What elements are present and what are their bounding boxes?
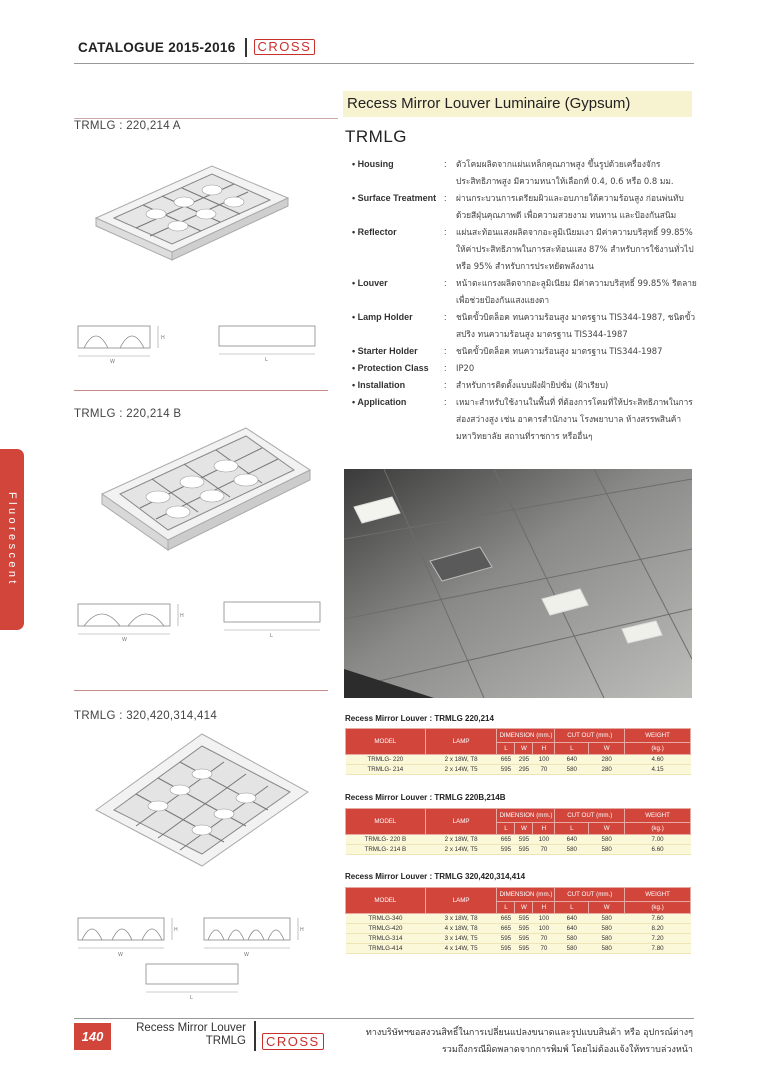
spec-colon: : bbox=[444, 312, 447, 322]
table-cell: 580 bbox=[589, 934, 625, 944]
table-cell: 3 x 14W, T5 bbox=[425, 934, 497, 944]
table-cell: 640 bbox=[555, 835, 589, 845]
table-cell: 665 bbox=[497, 914, 515, 924]
table-cell: 595 bbox=[497, 944, 515, 954]
spec-value: IP20 bbox=[456, 363, 475, 373]
table-cell: 7.60 bbox=[625, 914, 691, 924]
dimension-drawing-b-side bbox=[220, 598, 326, 638]
spec-value: แผ่นสะท้อนแสงผลิตจากอะลูมิเนียมเงา มีค่าความบริสุทธิ์ 99.85% ให้ค่าประสิทธิภาพในการสะท้อนแสง 87% สำหรับการใช้งานทั่วไป หรือ 95% สำหรับการประหยัดพลังงาน bbox=[456, 227, 694, 271]
spec-list bbox=[352, 156, 697, 445]
table-row bbox=[346, 765, 691, 775]
col-header-kg: (kg.) bbox=[625, 823, 691, 835]
col-header-w: W bbox=[515, 743, 533, 755]
cross-logo: CROSS bbox=[262, 1033, 324, 1050]
spec-row bbox=[352, 360, 697, 377]
spec-row bbox=[352, 309, 697, 343]
table-cell: TRMLG- 214 bbox=[346, 765, 426, 775]
table-cell: 595 bbox=[515, 914, 533, 924]
col-header-cut-l: L bbox=[555, 743, 589, 755]
table-cell: 295 bbox=[515, 765, 533, 775]
spec-colon: : bbox=[444, 397, 447, 407]
col-header-weight: WEIGHT bbox=[625, 729, 691, 743]
table-cell: 595 bbox=[497, 845, 515, 855]
page-number: 140 bbox=[74, 1023, 111, 1050]
table-cell: 8.20 bbox=[625, 924, 691, 934]
dim-h-label: H bbox=[161, 335, 165, 341]
dim-l-label: L bbox=[270, 633, 273, 638]
table-cell: 100 bbox=[533, 755, 555, 765]
spec-label: • Starter Holder bbox=[352, 346, 418, 356]
table-cell: TRMLG- 220 bbox=[346, 755, 426, 765]
spec-label: • Lamp Holder bbox=[352, 312, 413, 322]
table-cell: TRMLG-420 bbox=[346, 924, 426, 934]
table-title-2: Recess Mirror Louver : TRMLG 220B,214B bbox=[345, 793, 506, 802]
fixture-image-c bbox=[92, 730, 312, 870]
dimension-drawing-c-front-1 bbox=[74, 910, 182, 958]
table-cell: 4 x 14W, T5 bbox=[425, 944, 497, 954]
table-cell: 580 bbox=[555, 765, 589, 775]
spec-value: ผ่านกระบวนการเตรียมผิวและอบภายใต้ความร้อนสูง ก่อนพ่นทับด้วยสีฝุ่นคุณภาพดี เพื่อความสวยงาม ทนทาน และป้องกันสนิม bbox=[456, 193, 684, 220]
spec-value: สำหรับการติดตั้งแบบฝังฝ้ายิปซั่ม (ฝ้าเรียบ) bbox=[456, 380, 609, 390]
col-header-h: H bbox=[533, 902, 555, 914]
table-cell: TRMLG-314 bbox=[346, 934, 426, 944]
footer-logo bbox=[262, 1031, 324, 1050]
table-row bbox=[346, 835, 691, 845]
spec-row bbox=[352, 156, 697, 190]
col-header-cut-w: W bbox=[589, 902, 625, 914]
col-header-cutout: CUT OUT (mm.) bbox=[555, 729, 625, 743]
table-cell: 580 bbox=[589, 845, 625, 855]
product-label-b: TRMLG : 220,214 B bbox=[74, 408, 182, 420]
table-cell: 595 bbox=[497, 765, 515, 775]
col-header-w: W bbox=[515, 902, 533, 914]
col-header-lamp: LAMP bbox=[425, 729, 497, 755]
table-header-row bbox=[346, 809, 691, 823]
col-header-l: L bbox=[497, 743, 515, 755]
cross-logo: CROSS bbox=[254, 39, 316, 55]
table-cell: 7.00 bbox=[625, 835, 691, 845]
header-separator bbox=[245, 38, 247, 57]
spec-colon: : bbox=[444, 346, 447, 356]
spec-label: • Application bbox=[352, 397, 407, 407]
spec-label: • Installation bbox=[352, 380, 406, 390]
product-title: Recess Mirror Louver Luminaire (Gypsum) bbox=[343, 91, 692, 117]
table-cell: 640 bbox=[555, 755, 589, 765]
table-row bbox=[346, 924, 691, 934]
spec-row bbox=[352, 394, 697, 445]
table-cell: 280 bbox=[589, 755, 625, 765]
table-cell: 665 bbox=[497, 835, 515, 845]
fixture-image-b bbox=[96, 424, 314, 566]
dimension-drawing-c-front-2 bbox=[200, 910, 308, 958]
spec-colon: : bbox=[444, 159, 447, 169]
table-cell: 665 bbox=[497, 755, 515, 765]
spec-value: ตัวโคมผลิตจากแผ่นเหล็กคุณภาพสูง ขึ้นรูปด้วยเครื่องจักรประสิทธิภาพสูง มีความหนาให้เลือกที่ 0.4, 0.6 หรือ 0.8 มม. bbox=[456, 159, 674, 186]
table-cell: 7.20 bbox=[625, 934, 691, 944]
table-cell: 295 bbox=[515, 755, 533, 765]
side-tab-label: Fluorescent bbox=[6, 492, 18, 587]
dim-w-label: W bbox=[110, 359, 115, 364]
dim-l-label: L bbox=[265, 357, 268, 362]
col-header-dimension: DIMENSION (mm.) bbox=[497, 809, 555, 823]
table-cell: 100 bbox=[533, 924, 555, 934]
col-header-weight: WEIGHT bbox=[625, 809, 691, 823]
col-header-cut-w: W bbox=[589, 823, 625, 835]
table-cell: 580 bbox=[555, 944, 589, 954]
col-header-model: MODEL bbox=[346, 888, 426, 914]
table-cell: 100 bbox=[533, 835, 555, 845]
title-rule bbox=[74, 118, 338, 119]
table-cell: 70 bbox=[533, 944, 555, 954]
fixture-image-a bbox=[92, 148, 292, 268]
table-row bbox=[346, 914, 691, 924]
dim-w-label: W bbox=[244, 952, 249, 958]
col-header-cut-w: W bbox=[589, 743, 625, 755]
table-cell: 2 x 14W, T5 bbox=[425, 845, 497, 855]
dimension-drawing-a-side bbox=[215, 322, 321, 362]
col-header-kg: (kg.) bbox=[625, 902, 691, 914]
table-cell: 70 bbox=[533, 845, 555, 855]
table-cell: 595 bbox=[515, 934, 533, 944]
table-cell: 665 bbox=[497, 924, 515, 934]
table-cell: 595 bbox=[515, 835, 533, 845]
table-cell: TRMLG-414 bbox=[346, 944, 426, 954]
col-header-cutout: CUT OUT (mm.) bbox=[555, 809, 625, 823]
footer-name-line2: TRMLG bbox=[205, 1035, 246, 1047]
footer-product-name bbox=[122, 1022, 246, 1048]
col-header-l: L bbox=[497, 902, 515, 914]
spec-label: • Surface Treatment bbox=[352, 193, 437, 203]
spec-row bbox=[352, 377, 697, 394]
table-header-row bbox=[346, 888, 691, 902]
footer-separator bbox=[254, 1021, 256, 1051]
table-cell: 595 bbox=[515, 845, 533, 855]
table-cell: 70 bbox=[533, 934, 555, 944]
spec-colon: : bbox=[444, 380, 447, 390]
table-cell: 580 bbox=[555, 934, 589, 944]
table-cell: 3 x 18W, T8 bbox=[425, 914, 497, 924]
table-cell: 580 bbox=[589, 835, 625, 845]
spec-value: เหมาะสำหรับใช้งานในพื้นที่ ที่ต้องการโคมที่ให้ประสิทธิภาพในการส่องสว่างสูง เช่น อาคารสำนักงาน โรงพยาบาล ห้างสรรพสินค้า มหาวิทยาลัย สถานที่ราชการ หรืออื่นๆ bbox=[456, 397, 693, 441]
table-row bbox=[346, 755, 691, 765]
table-cell: 595 bbox=[515, 944, 533, 954]
spec-table-1 bbox=[345, 728, 691, 775]
table-cell: 70 bbox=[533, 765, 555, 775]
spec-label: • Reflector bbox=[352, 227, 397, 237]
table-cell: 640 bbox=[555, 924, 589, 934]
table-cell: 580 bbox=[589, 914, 625, 924]
product-label-a: TRMLG : 220,214 A bbox=[74, 120, 181, 132]
col-header-model: MODEL bbox=[346, 729, 426, 755]
spec-row bbox=[352, 343, 697, 360]
table-row bbox=[346, 944, 691, 954]
col-header-lamp: LAMP bbox=[425, 888, 497, 914]
table-cell: 7.80 bbox=[625, 944, 691, 954]
footer-note-line2: รวมถึงกรณีผิดพลาดจากการพิมพ์ โดยไม่ต้องแจ้งให้ทราบล่วงหน้า bbox=[441, 1045, 693, 1055]
table-cell: 595 bbox=[497, 934, 515, 944]
col-header-dimension: DIMENSION (mm.) bbox=[497, 888, 555, 902]
col-header-model: MODEL bbox=[346, 809, 426, 835]
dim-h-label: H bbox=[180, 613, 184, 619]
table-row bbox=[346, 934, 691, 944]
spec-label: • Protection Class bbox=[352, 363, 429, 373]
dim-h-label: H bbox=[300, 927, 304, 933]
table-cell: TRMLG- 214 B bbox=[346, 845, 426, 855]
table-cell: 4.60 bbox=[625, 755, 691, 765]
table-cell: TRMLG-340 bbox=[346, 914, 426, 924]
table-cell: TRMLG- 220 B bbox=[346, 835, 426, 845]
spec-label: • Housing bbox=[352, 159, 394, 169]
catalogue-title: CATALOGUE 2015-2016 bbox=[78, 39, 236, 55]
product-code: TRMLG bbox=[345, 127, 407, 146]
dimension-drawing-c-side bbox=[140, 960, 246, 1000]
side-category-tab bbox=[0, 449, 24, 630]
table-cell: 2 x 18W, T8 bbox=[425, 755, 497, 765]
spec-table-3 bbox=[345, 887, 691, 954]
spec-value: ชนิดขั้วบิดล็อค ทนความร้อนสูง มาตรฐาน TIS344-1987, ชนิดขั้วสปริง ทนความร้อนสูง มาตรฐาน TIS344-1987 bbox=[456, 312, 696, 339]
spec-row bbox=[352, 190, 697, 224]
table-cell: 640 bbox=[555, 914, 589, 924]
spec-colon: : bbox=[444, 193, 447, 203]
col-header-w: W bbox=[515, 823, 533, 835]
table-title-1: Recess Mirror Louver : TRMLG 220,214 bbox=[345, 714, 494, 723]
dim-h-label: H bbox=[174, 927, 178, 933]
footer-rule bbox=[74, 1018, 694, 1019]
col-header-cut-l: L bbox=[555, 902, 589, 914]
col-header-dimension: DIMENSION (mm.) bbox=[497, 729, 555, 743]
col-header-cut-l: L bbox=[555, 823, 589, 835]
footer-note-line1: ทางบริษัทฯขอสงวนสิทธิ์ในการเปลี่ยนแปลงขนาดและรูปแบบสินค้า หรือ อุปกรณ์ต่างๆ bbox=[365, 1028, 693, 1038]
footer-disclaimer bbox=[360, 1025, 693, 1059]
spec-colon: : bbox=[444, 278, 447, 288]
col-header-kg: (kg.) bbox=[625, 743, 691, 755]
col-header-h: H bbox=[533, 823, 555, 835]
table-row bbox=[346, 845, 691, 855]
table-cell: 6.60 bbox=[625, 845, 691, 855]
table-cell: 595 bbox=[515, 924, 533, 934]
dim-l-label: L bbox=[190, 995, 193, 1000]
spec-table-2 bbox=[345, 808, 691, 855]
table-cell: 580 bbox=[555, 845, 589, 855]
table-cell: 280 bbox=[589, 765, 625, 775]
spec-value: ชนิดขั้วบิดล็อค ทนความร้อนสูง มาตรฐาน TIS344-1987 bbox=[456, 346, 663, 356]
col-header-l: L bbox=[497, 823, 515, 835]
table-cell: 2 x 18W, T8 bbox=[425, 835, 497, 845]
footer-name-line1: Recess Mirror Louver bbox=[136, 1022, 246, 1034]
table-cell: 4 x 18W, T8 bbox=[425, 924, 497, 934]
dim-w-label: W bbox=[122, 637, 127, 642]
table-cell: 2 x 14W, T5 bbox=[425, 765, 497, 775]
spec-value: หน้าตะแกรงผลิตจากอะลูมิเนียม มีค่าความบริสุทธิ์ 99.85% รีดลายเพื่อช่วยป้องกันแสงแยงตา bbox=[456, 278, 697, 305]
spec-row bbox=[352, 275, 697, 309]
table-header-row bbox=[346, 729, 691, 743]
dimension-drawing-b-front bbox=[74, 596, 186, 642]
table-cell: 4.15 bbox=[625, 765, 691, 775]
table-title-3: Recess Mirror Louver : TRMLG 320,420,314,414 bbox=[345, 872, 526, 881]
installation-photo bbox=[344, 469, 692, 698]
spec-label: • Louver bbox=[352, 278, 388, 288]
col-header-weight: WEIGHT bbox=[625, 888, 691, 902]
col-header-cutout: CUT OUT (mm.) bbox=[555, 888, 625, 902]
product-label-c: TRMLG : 320,420,314,414 bbox=[74, 710, 218, 722]
section-rule-2 bbox=[74, 690, 328, 691]
table-cell: 580 bbox=[589, 924, 625, 934]
spec-row bbox=[352, 224, 697, 275]
col-header-lamp: LAMP bbox=[425, 809, 497, 835]
spec-colon: : bbox=[444, 363, 447, 373]
section-rule-1 bbox=[74, 390, 328, 391]
table-cell: 580 bbox=[589, 944, 625, 954]
dim-w-label: W bbox=[118, 952, 123, 958]
header-rule bbox=[74, 63, 694, 64]
spec-colon: : bbox=[444, 227, 447, 237]
catalogue-header bbox=[78, 36, 315, 58]
col-header-h: H bbox=[533, 743, 555, 755]
dimension-drawing-a-front bbox=[74, 318, 174, 364]
table-cell: 100 bbox=[533, 914, 555, 924]
